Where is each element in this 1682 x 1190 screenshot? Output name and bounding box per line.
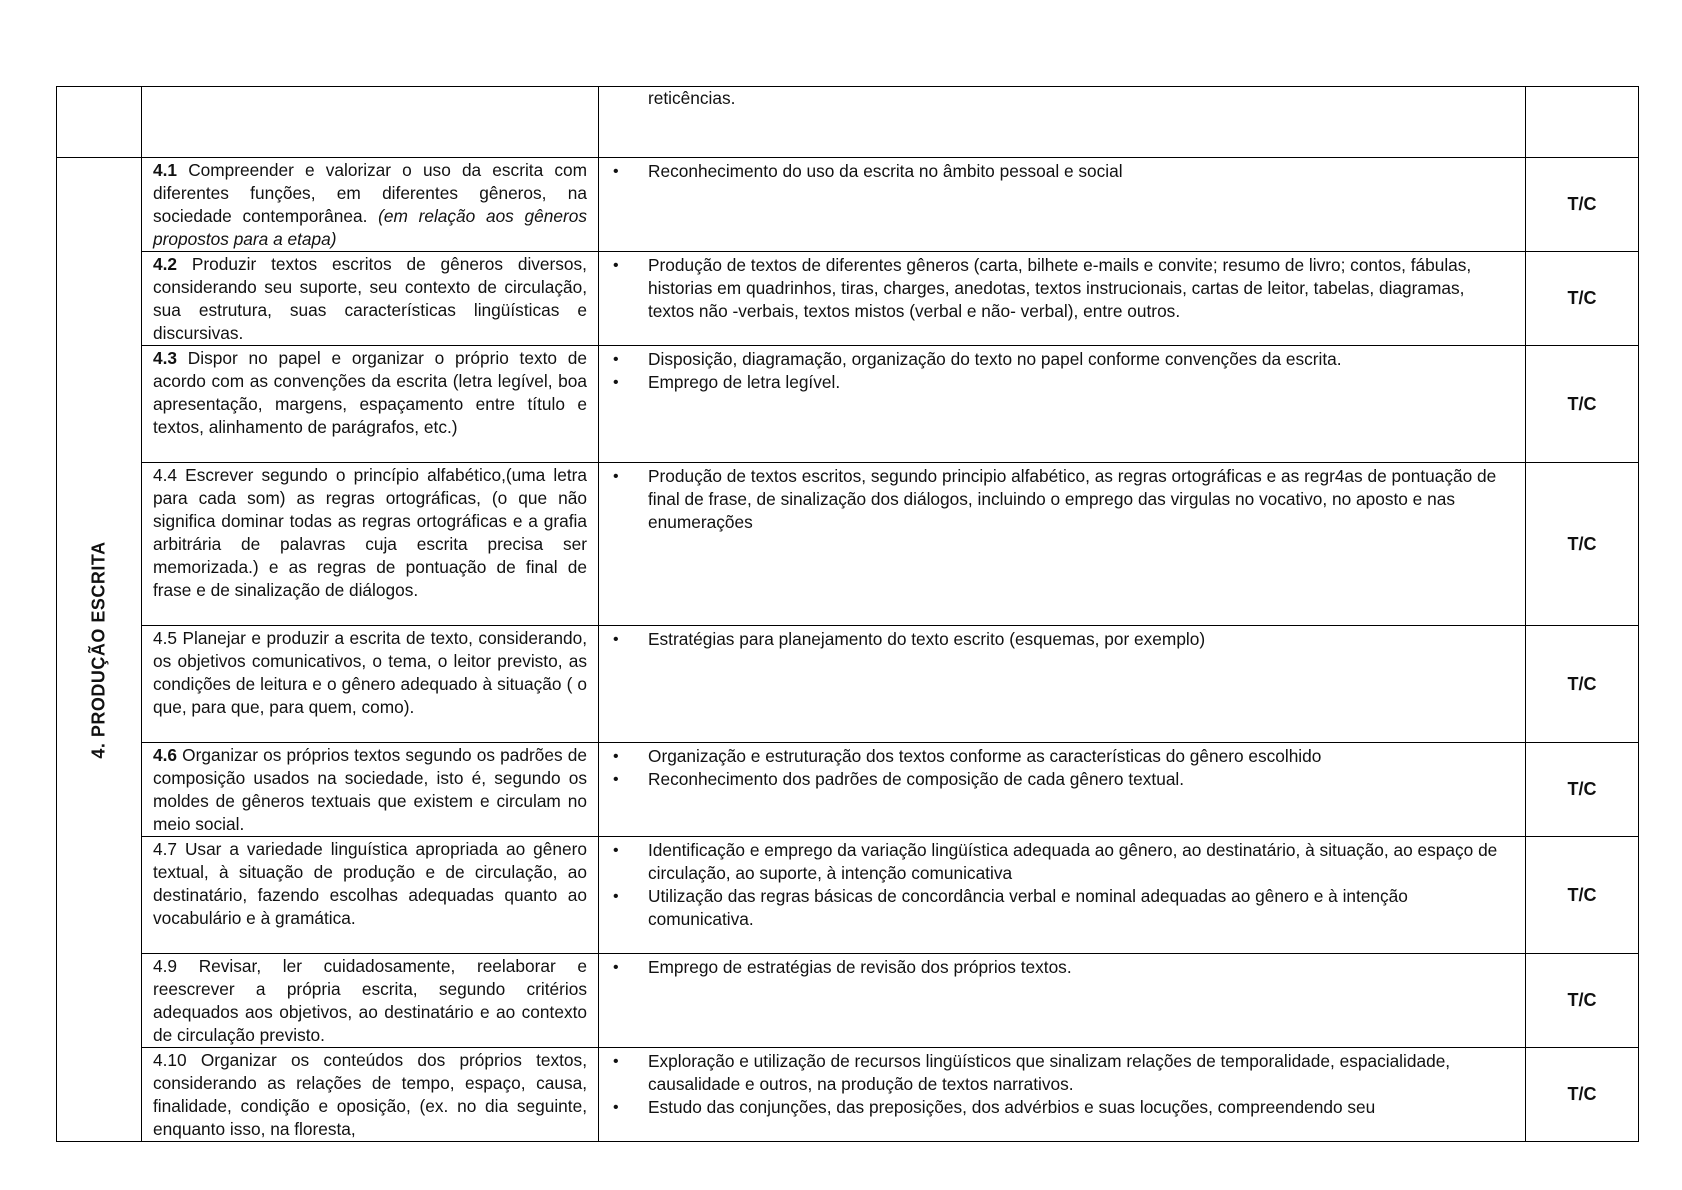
content-cell: [599, 743, 1526, 837]
objective-cell: [142, 743, 599, 837]
objective-cell: [142, 626, 599, 743]
content-cell: [599, 1048, 1526, 1142]
content-item: • Emprego de estratégias de revisão dos próprios textos.: [615, 956, 1509, 979]
content-item: • Emprego de letra legível.: [615, 371, 1509, 394]
objective-number: 4.3: [153, 348, 178, 368]
objective-number: 4.1: [153, 160, 178, 180]
code-cell: T/C: [1526, 626, 1639, 743]
code-cell: T/C: [1526, 837, 1639, 954]
curriculum-table: [56, 86, 1639, 1142]
objective-text: Produzir textos escritos de gêneros diversos, considerando seu suporte, seu contexto de circulação, sua estrutura, suas características lingüísticas e discursivas.: [153, 254, 587, 343]
code-cell: T/C: [1526, 346, 1639, 463]
objective-text: Organizar os conteúdos dos próprios textos, considerando as relações de tempo, espaço, causa, finalidade, condição e oposição, (ex. no dia seguinte, enquanto isso, na floresta,: [153, 1050, 587, 1139]
objective-number: 4.6: [153, 745, 178, 765]
table-row: [57, 626, 1639, 743]
table-row: [57, 158, 1639, 252]
content-cell: [599, 837, 1526, 954]
objective-number: 4.2: [153, 254, 178, 274]
content-cell: [599, 463, 1526, 626]
content-cell: [599, 87, 1526, 158]
objective-text: Dispor no papel e organizar o próprio texto de acordo com as convenções da escrita (letra legível, boa apresentação, margens, espaçamento entre título e textos, alinhamento de parágrafos, etc.): [153, 348, 587, 437]
content-item: • Reconhecimento dos padrões de composição de cada gênero textual.: [615, 768, 1509, 791]
table-row: [57, 837, 1639, 954]
table-row: [57, 252, 1639, 346]
objective-cell: [142, 463, 599, 626]
objective-text: Usar a variedade linguística apropriada ao gênero textual, à situação de produção e de circulação, ao destinatário, fazendo escolhas adequadas quanto ao vocabulário e à gramática.: [153, 839, 587, 928]
content-item: • Estudo das conjunções, das preposições, dos advérbios e suas locuções, compreendendo seu: [615, 1096, 1509, 1119]
content-item: • Reconhecimento do uso da escrita no âmbito pessoal e social: [615, 160, 1509, 183]
code-cell: T/C: [1526, 158, 1639, 252]
objective-note: (em relação aos gêneros propostos para a etapa): [153, 206, 587, 249]
code-cell: T/C: [1526, 463, 1639, 626]
code-cell-empty: [1526, 87, 1639, 158]
objective-cell: [142, 346, 599, 463]
content-item: • Estratégias para planejamento do texto escrito (esquemas, por exemplo): [615, 628, 1509, 651]
code-cell: T/C: [1526, 252, 1639, 346]
content-item: • Utilização das regras básicas de concordância verbal e nominal adequadas ao gênero e à intenção comunicativa.: [615, 885, 1509, 931]
table-row: [57, 1048, 1639, 1142]
code-cell: T/C: [1526, 743, 1639, 837]
table-row: [57, 346, 1639, 463]
objective-number: 4.4: [153, 465, 178, 485]
area-label: 4. PRODUÇÃO ESCRITA: [88, 540, 109, 759]
content-cell: [599, 252, 1526, 346]
content-item: • Disposição, diagramação, organização do texto no papel conforme convenções da escrita.: [615, 348, 1509, 371]
objective-text: Escrever segundo o princípio alfabético,(uma letra para cada som) as regras ortográficas, (o que não significa dominar todas as regras ortográficas e a grafia arbitrária de palavras cuja escrita precisa ser memorizada.) e as regras de pontuação de final de frase e de sinalização de diálogos.: [153, 465, 587, 600]
table-row: [57, 743, 1639, 837]
content-cell: [599, 346, 1526, 463]
continuation-row: [57, 87, 1639, 158]
objective-number: 4.7: [153, 839, 178, 859]
area-cell: [57, 158, 142, 1142]
content-item: • Exploração e utilização de recursos lingüísticos que sinalizam relações de temporalidade, espacialidade, causalidade e outros, na produção de textos narrativos.: [615, 1050, 1509, 1096]
objective-text: Revisar, ler cuidadosamente, reelaborar e reescrever a própria escrita, segundo critérios adequados aos objetivos, ao destinatário e ao contexto de circulação previsto.: [153, 956, 587, 1045]
objective-cell: [142, 252, 599, 346]
content-cell: [599, 158, 1526, 252]
content-item: • Produção de textos escritos, segundo principio alfabético, as regras ortográficas e as regr4as de pontuação de final de frase, de sinalização dos diálogos, incluindo o emprego das virgulas no vocativo, no aposto e nas enumerações: [615, 465, 1509, 534]
content-cell: [599, 954, 1526, 1048]
table-row: [57, 463, 1639, 626]
objective-number: 4.9: [153, 956, 178, 976]
objective-text: Organizar os próprios textos segundo os padrões de composição usados na sociedade, isto é, segundo os moldes de gêneros textuais que existem e circulam no meio social.: [153, 745, 587, 834]
content-item: • Identificação e emprego da variação lingüística adequada ao gênero, ao destinatário, à situação, ao espaço de circulação, ao suporte, à intenção comunicativa: [615, 839, 1509, 885]
content-cell: [599, 626, 1526, 743]
objective-cell: [142, 837, 599, 954]
content-item: • Produção de textos de diferentes gêneros (carta, bilhete e-mails e convite; resumo de livro; contos, fábulas, historias em quadrinhos, tiras, charges, anedotas, textos instrucionais, cartas de leitor, tabelas, diagramas, textos não -verbais, textos mistos (verbal e não- verbal), entre outros.: [615, 254, 1509, 323]
objective-cell-empty: [142, 87, 599, 158]
area-cell-empty: [57, 87, 142, 158]
table-row: [57, 954, 1639, 1048]
content-item: • Organização e estruturação dos textos conforme as características do gênero escolhido: [615, 745, 1509, 768]
code-cell: T/C: [1526, 1048, 1639, 1142]
objective-number: 4.10: [153, 1050, 187, 1070]
objective-cell: [142, 954, 599, 1048]
continuation-text: reticências.: [648, 88, 736, 108]
objective-text: Compreender e valorizar o uso da escrita com diferentes funções, em diferentes gêneros, na sociedade contemporânea.: [153, 160, 587, 226]
objective-text: Planejar e produzir a escrita de texto, considerando, os objetivos comunicativos, o tema, o leitor previsto, as condições de leitura e o gênero adequado à situação ( o que, para que, para quem, como).: [153, 628, 587, 717]
objective-cell: [142, 1048, 599, 1142]
objective-cell: [142, 158, 599, 252]
objective-number: 4.5: [153, 628, 178, 648]
code-cell: T/C: [1526, 954, 1639, 1048]
